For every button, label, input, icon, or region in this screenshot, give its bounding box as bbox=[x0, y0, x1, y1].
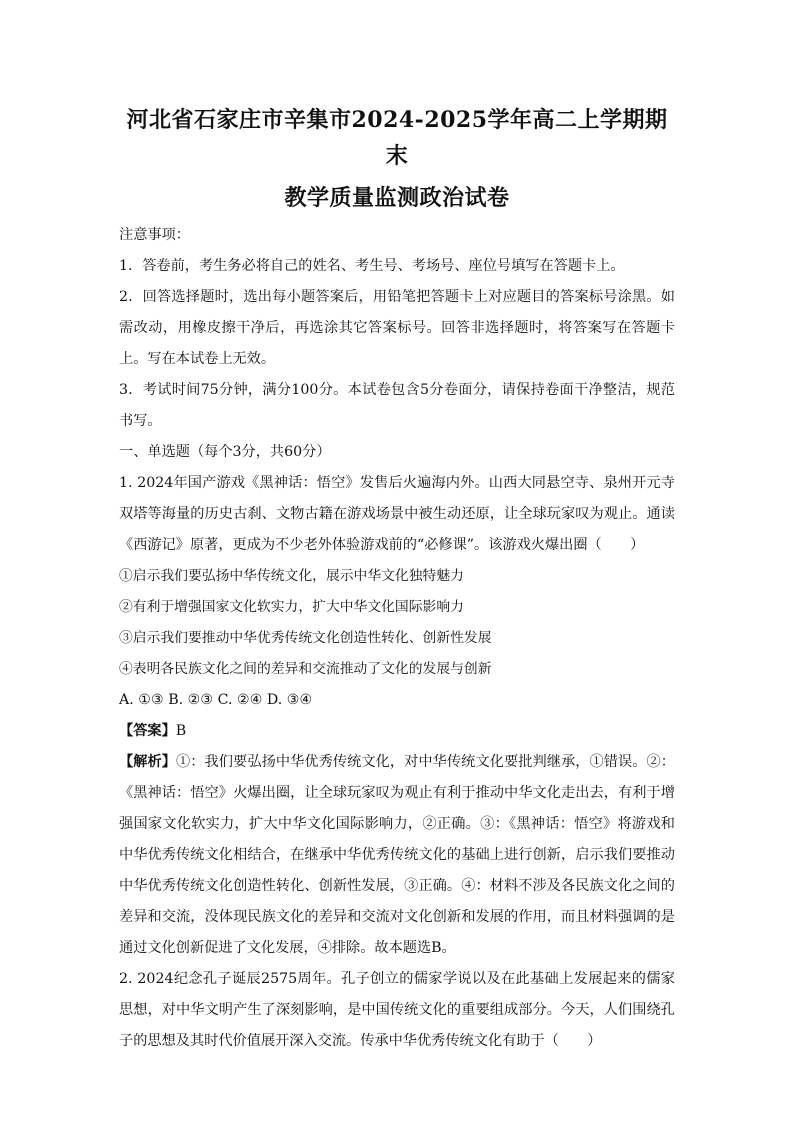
question-1-option-1: ①启示我们要弘扬中华传统文化，展示中华文化独特魅力 bbox=[119, 568, 464, 584]
title-line-1: 河北省石家庄市辛集市2024-2025学年高二上学期期末 bbox=[126, 107, 668, 169]
notice-item-2: 2．回答选择题时，选出每小题答案后，用铅笔把答题卡上对应题目的答案标号涂黑。如需改动，用橡皮擦干净后，再选涂其它答案标号。回答非选择题时，将答案写在答题卡上。写在本试卷上无效。 bbox=[119, 289, 675, 367]
question-2-stem: 2. 2024纪念孔子诞辰2575周年。孔子创立的儒家学说以及在此基础上发展起来的儒家思想，对中华文明产生了深刻影响，是中国传统文化的重要组成部分。今天，人们围绕孔子的思想及其时代价值展开深入交流。传承中华优秀传统文化有助于（ ） bbox=[119, 971, 675, 1049]
title-line-2: 教学质量监测政治试卷 bbox=[284, 185, 510, 211]
answer-value: B bbox=[175, 723, 187, 739]
question-1-choices: A. ①③ B. ②③ C. ②④ D. ③④ bbox=[119, 692, 313, 708]
notice-heading: 注意事项： bbox=[119, 227, 190, 243]
exam-page bbox=[119, 96, 675, 1057]
section-heading: 一、单选题（每个3分，共60分） bbox=[119, 444, 331, 460]
analysis-text: ①：我们要弘扬中华优秀传统文化，对中华传统文化要批判继承，①错误。②：《黑神话：悟空》火爆出圈，让全球玩家叹为观止有利于推动中华文化走出去，有利于增强国家文化软实力，扩大中华文化国际影响力，②正确。③：《黑神话：悟空》将游戏和中华优秀传统文化相结合，在继承中华优秀传统文化的基础上进行创新，启示我们要推动中华优秀传统文化创造性转化、创新性发展，③正确。④：材料不涉及各民族文化之间的差异和交流，没体现民族文化的差异和交流对文化创新和发展的作用，而且材料强调的是通过文化创新促进了文化发展，④排除。故本题选B。 bbox=[119, 754, 675, 956]
analysis-label: 【解析】 bbox=[119, 754, 177, 770]
question-1-option-3: ③启示我们要推动中华优秀传统文化创造性转化、创新性发展 bbox=[119, 630, 492, 646]
notice-item-3: 3．考试时间75分钟，满分100分。本试卷包含5分卷面分，请保持卷面干净整洁，规范书写。 bbox=[119, 382, 675, 429]
answer-label: 【答案】 bbox=[119, 723, 176, 739]
question-1-stem: 1. 2024年国产游戏《黑神话：悟空》发售后火遍海内外。山西大同悬空寺、泉州开元寺双塔等海量的历史古刹、文物古籍在游戏场景中被生动还原，让全球玩家叹为观止。通读《西游记》原著，更成为不少老外体验游戏前的“必修课”。该游戏火爆出圈（ ） bbox=[119, 475, 675, 553]
question-1-option-2: ②有利于增强国家文化软实力，扩大中华文化国际影响力 bbox=[119, 599, 464, 615]
question-1-option-4: ④表明各民族文化之间的差异和交流推动了文化的发展与创新 bbox=[119, 661, 492, 677]
question-1-answer bbox=[119, 716, 675, 747]
notice-item-1: 1．答卷前，考生务必将自己的姓名、考生号、考场号、座位号填写在答题卡上。 bbox=[119, 258, 625, 274]
question-1-analysis bbox=[119, 747, 675, 964]
